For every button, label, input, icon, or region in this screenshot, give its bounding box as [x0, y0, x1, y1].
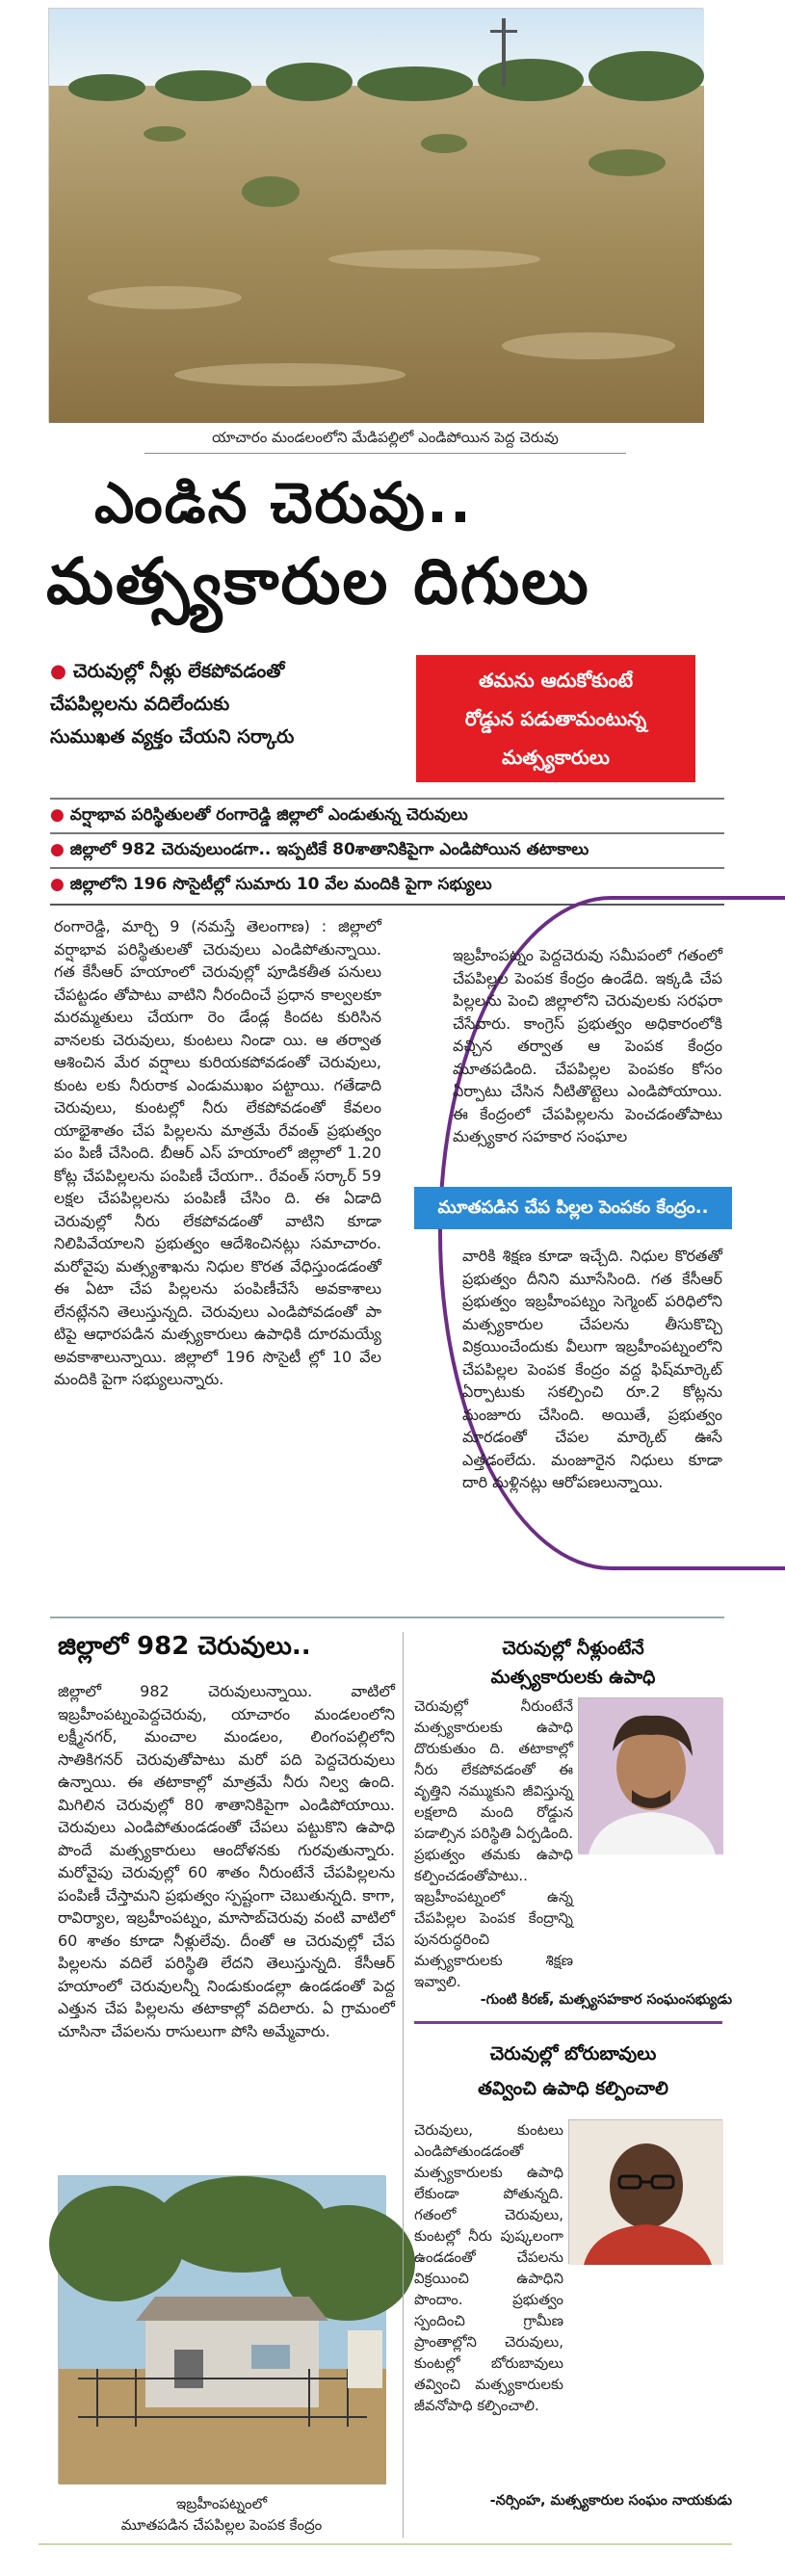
red-callout-box — [416, 655, 695, 782]
bullet-icon: ● — [50, 840, 70, 859]
red-callout-line-1: తమను ఆదుకోకుంటే — [478, 669, 634, 692]
hatchery-caption — [58, 2493, 385, 2536]
quote-2-attribution: -నర్సింహ, మత్స్యకారుల సంఘం నాయకుడు — [489, 2493, 732, 2509]
quote-divider — [414, 2021, 722, 2024]
red-callout-line-3: మత్స్యకారులు — [502, 746, 610, 769]
article-left-column: రంగారెడ్డి, మార్చి 9 (నమస్తే తెలంగాణ) : జిల్లాలో వర్షాభావ పరిస్థితులతో చెరువులు ఎండిపోతున్నాయి. గత కేసీఆర్ హయాంలో చెరువుల్లో పూడికతీత పనులు చేపట్టడం తోపాటు వాటిని నీరందించే ప్రధాన కాల్వలకూ మరమ్మతులు చేయగా రెం డేండ్ల కిందట కురిసిన వానలకు చెరువులు, కుంటలు నిండా యి. ఆ తర్వాత ఆశించిన మేర వర్షాలు కురియకపోవడంతో చెరువులు, కుంట లకు నీరురాక ఎండుముఖం పట్టాయి. గతేడాది చెరువులు, కుంటల్లో నీరు లేకపోవడంతో కేవలం యాభైశాతం చేప పిల్లలను మాత్రమే రేవంత్ ప్రభుత్వం పం పిణీ చేసింది. బీఆర్ ఎస్ హయాంలో జిల్లాలో 1.20 కోట్ల చేపపిల్లలను పంపిణీ చేయగా.. రేవంత్ సర్కార్ 59 లక్షల చేపపిల్లలను పంపిణీ చేసిం ది. ఈ ఏడాది చెరువుల్లో నీరు లేకపోవడంతో వాటిని కూడా నిలిపివేయాలని ప్రభుత్వం ఆదేశించినట్లు సమాచారం. మరోవైపు మత్స్యశాఖను నిధుల కొరత వేధిస్తుండడంతో ఈ ఏటా చేప పిల్లలను పంపిణీచేసే అవకాశాలు లేనట్లేనని తెలుస్తున్నది. చెరువులు ఎండిపోవడంతో పా టిపై ఆధారపడిన మత్స్యకారులు ఉపాధికి దూరమయ్యే అవకాశాలున్నాయి. జిల్లాలో 196 సొసైటీ ల్లో 10 వేల మందికి పైగా సభ్యులున్నారు. — [54, 917, 381, 1388]
column-divider — [403, 1632, 404, 2537]
deck-bullet-1: ● వర్షాభావ పరిస్థితులతో రంగారెడ్డి జిల్లాలో ఎండుతున్న చెరువులు — [50, 798, 724, 832]
section-982-title: జిల్లాలో 982 చెరువులు.. — [58, 1632, 311, 1661]
bullet-icon: ● — [50, 805, 70, 825]
headline-line-2: మత్స్యకారుల దిగులు — [46, 544, 590, 618]
caption-rule — [144, 453, 626, 454]
subhead-closed-center: మూతపడిన చేప పిల్లల పెంపకం కేంద్రం.. — [414, 1187, 732, 1229]
quote-1-title-line-1: చెరువుల్లో నీళ్లుంటేనే — [502, 1638, 644, 1659]
section-982-body: జిల్లాలో 982 చెరువులున్నాయి. వాటిలో ఇబ్రహీంపట్నంపెద్దచెరువు, యాచారం మండలంలోని లక్ష్మీనగర్, మంచాల మండలం, లింగంపల్లిలోని సాతికిగనర్ చెరువుతోపాటు మరో పది పెద్దచెరువులు ఉన్నాయి. ఈ తటాకాల్లో మాత్రమే నీరు నిల్వ ఉంది. మిగిలిన చెరువుల్లో 80 శాతానికిపైగా ఎండిపోయాయి. చెరువులు ఎండిపోతుండడంతో చేపలు పట్టుకొని ఉపాధి పొందే మత్స్యకారులు ఆందోళనకు గురవుతున్నారు. మరోవైపు చెరువుల్లో 60 శాతం నీరుంటేనే చేపపిల్లలను పంపిణీ చేస్తామని ప్రభుత్వం స్పష్టంగా చెబుతున్నది. కాగా, రావిర్యాల, ఇబ్రహీంపట్నం, మాసాబ్‌చెరువు వంటి వాటిలో 60 శాతం కూడా నీళ్లులేవు. దీంతో ఆ చెరువుల్లో చేప పిల్లలను వదిలే పరిస్థితి లేదని తెలుస్తున్నది. కేసీఆర్ హయాంలో చెరువులన్నీ నిండుకుండల్లా ఉండడంతో పెద్ద ఎత్తున చేప పిల్లలను తటాకాల్లో వదిలారు. ఏ గ్రామంలో చూసినా చేపలను రాసులుగా పోసి అమ్మేవారు. — [58, 1682, 395, 2040]
footer-rule — [39, 2543, 732, 2545]
red-callout-line-2: రోడ్డున పడుతామంటున్న — [464, 707, 647, 730]
deck-bullet-2: ● జిల్లాలో 982 చెరువులుండగా.. ఇప్పటికే 80శాతానికిపైగా ఎండిపోయిన తటాకాలు — [50, 832, 724, 867]
quote-2-portrait — [568, 2119, 722, 2264]
dry-lake-photo — [48, 8, 703, 422]
bullet-icon: ● — [50, 875, 70, 894]
hatchery-caption-line-2: మూతపడిన చేపపిల్లల పెంపక కేంద్రం — [120, 2516, 323, 2534]
headline-line-1: ఎండిన చెరువు.. — [94, 470, 473, 536]
quote-2-body: చెరువులు, కుంటలు ఎండిపోతుండడంతో మత్స్యకారులకు ఉపాధి లేకుండా పోతున్నది. గతంలో చెరువులు, కుంటల్లో నీరు పుష్కలంగా ఉండడంతో చేపలను విక్రయించి ఉపాధిని పొందాం. ప్రభుత్వం స్పందించి గ్రామీణ ప్రాంతాల్లోని చెరువులు, కుంటల్లో బోరుబావులు తవ్వించి మత్స్యకారులకు జీవనోపాధి కల్పించాలి. — [414, 2121, 563, 2414]
quote-1-portrait — [578, 1697, 722, 1853]
article-right-top: ఇబ్రహీంపట్నం పెద్దచెరువు సమీపంలో గతంలో చేపపిల్లల పెంపక కేంద్రం ఉండేది. ఇక్కడి చేప పిల్లలను పెంచి జిల్లాలోని చెరువులకు సరఫరా చేసేవారు. కాంగ్రెస్ ప్రభుత్వం అధికారంలోకి వచ్చిన తర్వాత ఆ పెంపక కేంద్రం మూతపడింది. చేపపిల్లల పెంపకం కోసం ఏర్పాటు చేసిన నీటితొట్టెలు ఎండిపోయాయి. ఈ కేంద్రంలో చేపపిల్లలను పెంచడంతోపాటు మత్స్యకార సహకార సంఘాల — [453, 946, 722, 1145]
quote-2-title — [414, 2037, 732, 2106]
deck-summary — [50, 655, 397, 753]
quote-1-title-line-2: మత్స్యకారులకు ఉపాధి — [490, 1667, 656, 1688]
section-separator — [50, 1617, 724, 1618]
hatchery-caption-line-1: ఇబ్రహీంపట్నంలో — [175, 2495, 268, 2512]
quote-1-body-wide — [414, 1861, 722, 1954]
quote-1-body-narrow: చెరువుల్లో నీరుంటేనే మత్స్యకారులకు ఉపాధి దొరుకుతుం ది. తటాకాల్లో నీరు లేకపోవడంతో ఈ వృత్తిని నమ్ముకుని జీవిస్తున్న లక్షలాది మంది రోడ్డున పడాల్సిన పరిస్థితి ఏర్పడింది. ప్రభుత్వం తమకు ఉపాధి కల్పించడంతోపాటు.. ఇబ్రహీంపట్నంలో ఉన్న చేపపిల్లల పెంపక కేంద్రాన్ని పునరుద్ధరించి మత్స్యకారులకు శిక్షణ ఇవ్వాలి. — [414, 1697, 573, 1990]
deck-line-1: ● చెరువుల్లో నీళ్లు లేకపోవడంతో — [50, 660, 285, 682]
quote-2-title-line-2: తవ్వించి ఉపాధి కల్పించాలి — [478, 2078, 668, 2099]
deck-line-3: సుముఖత వ్యక్తం చేయని సర్కారు — [50, 725, 295, 748]
bullet-icon: ● — [50, 660, 73, 682]
deck-line-2: చేపపిల్లలను వదిలేందుకు — [50, 693, 230, 715]
quote-2-title-line-1: చెరువుల్లో బోరుబావులు — [489, 2043, 657, 2064]
photo-caption: యాచారం మండలంలోని మేడిపల్లిలో ఎండిపోయిన పెద్ద చెరువు — [212, 429, 559, 446]
deck-bullet-3: ● జిల్లాలోని 196 సొసైటీల్లో సుమారు 10 వేల మందికి పైగా సభ్యులు — [50, 867, 724, 902]
article-right-bottom: వారికి శిక్షణ కూడా ఇచ్చేది. నిధుల కొరతతో ప్రభుత్వం దీనిని మూసేసింది. గత కేసీఆర్ ప్రభుత్వం ఇబ్రహీంపట్నం సెగ్మెంట్ పరిధిలోని మత్స్యకారుల చేపలను తీసుకొచ్చి విక్రయించేందుకు వీలుగా ఇబ్రహీంపట్నంలోని చేపపిల్లల పెంపక కేంద్రం వద్ద ఫిష్‌మార్కెట్ ఏర్పాటుకు సకల్పించి రూ.2 కోట్లను మంజూరు చేసింది. అయితే, ప్రభుత్వం మారడంతో చేపల మార్కెట్ ఊసే ఎత్తడంలేదు. మంజూరైన నిధులు కూడా దారి మళ్లినట్లు ఆరోపణలున్నాయి. — [462, 1247, 722, 1491]
quote-1-attribution: -గుంటి కిరణ్, మత్స్యసహకార సంఘంసభ్యుడు — [480, 1992, 732, 2008]
hatchery-photo — [58, 2175, 385, 2484]
quote-1-title — [414, 1634, 732, 1692]
